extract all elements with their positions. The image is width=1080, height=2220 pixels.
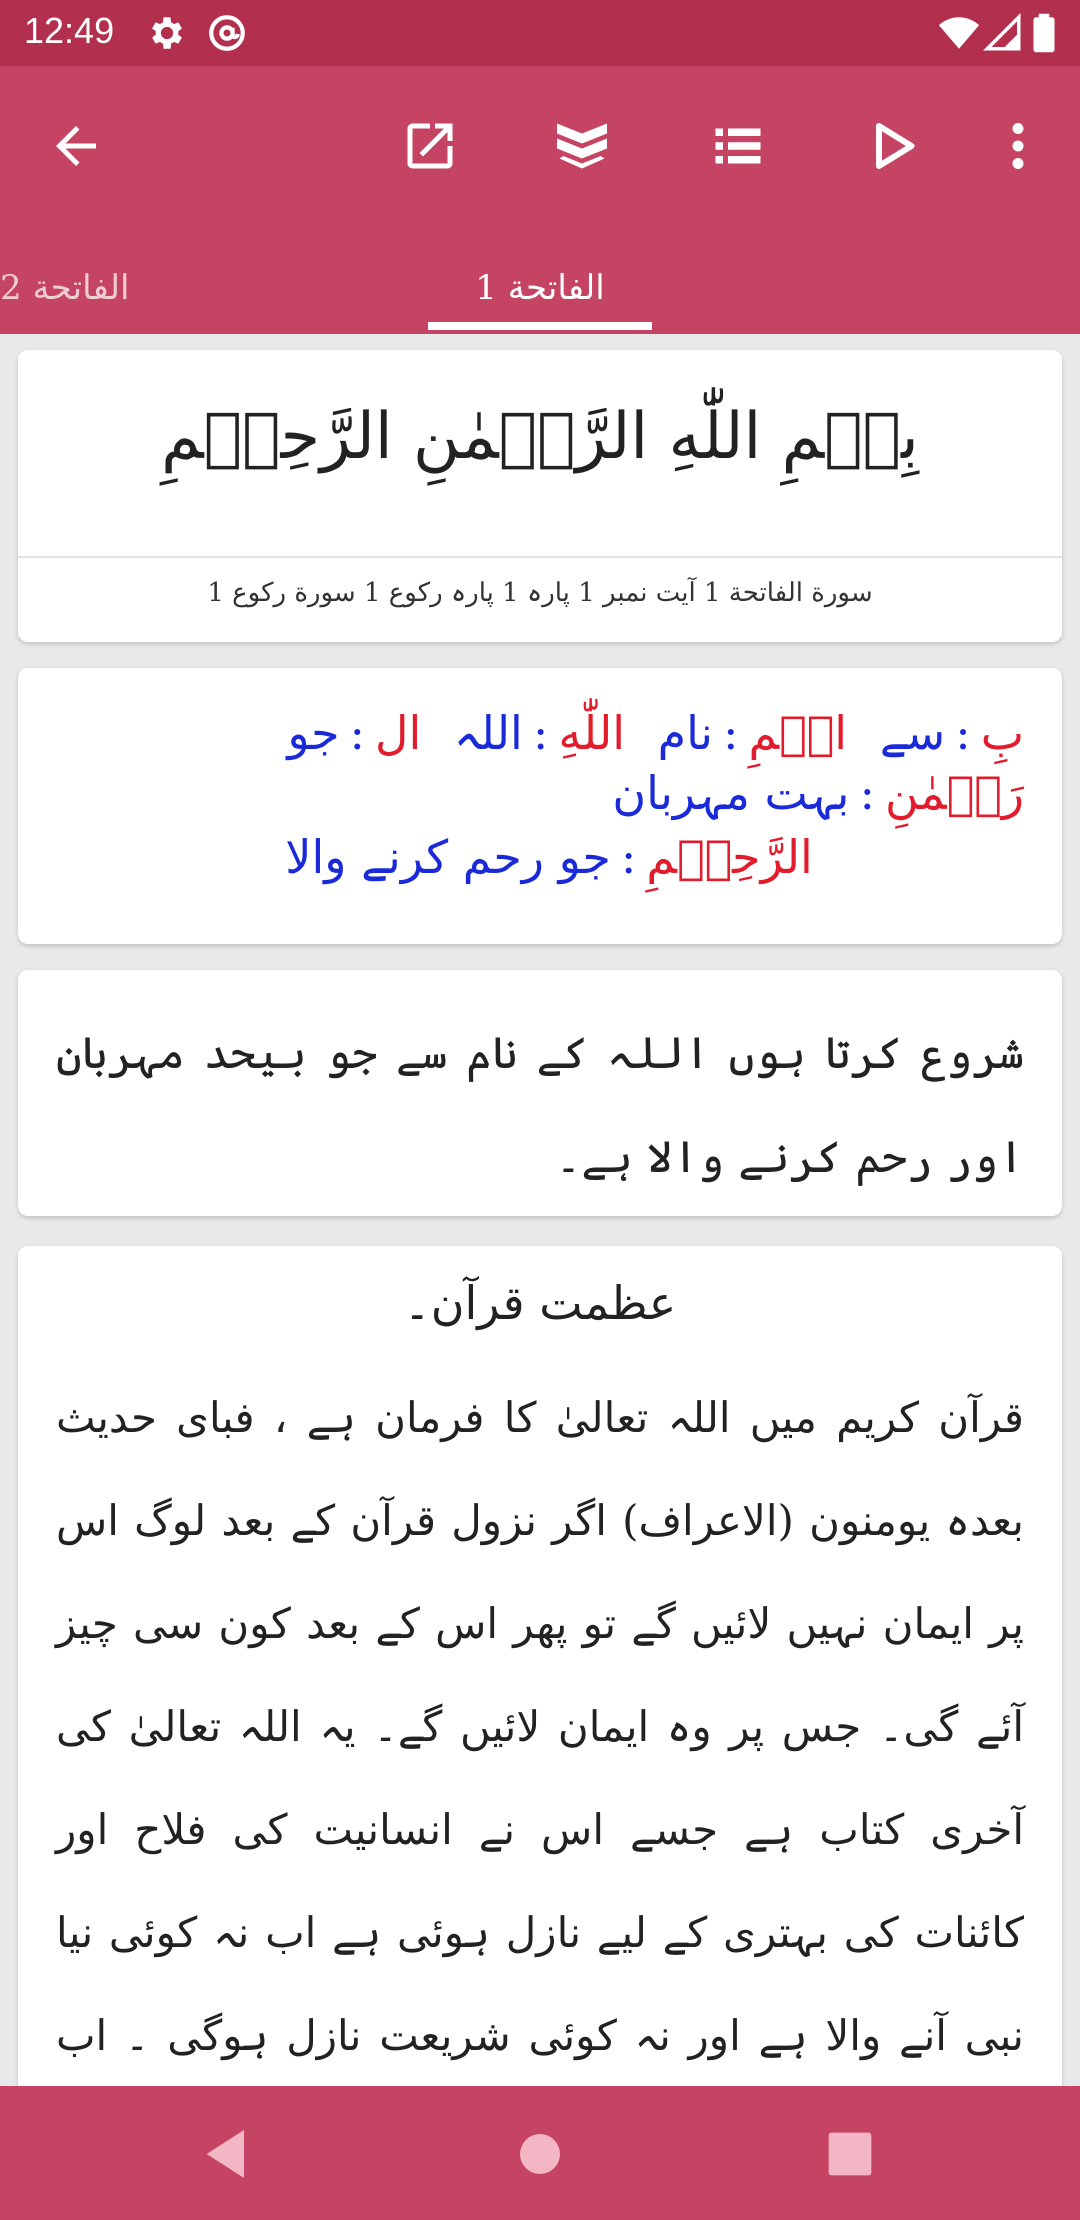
tab-surah-ayah-2[interactable] <box>0 242 140 334</box>
translation-card <box>18 970 1062 1216</box>
quran-button[interactable] <box>544 108 620 184</box>
at-sign-icon <box>206 12 248 54</box>
battery-icon <box>1030 12 1058 54</box>
tafseer-heading: عظمت قرآن۔ <box>403 1276 677 1330</box>
status-bar <box>0 0 1080 66</box>
nav-recents-button[interactable] <box>818 2122 882 2186</box>
more-options-button[interactable] <box>980 108 1056 184</box>
word-pair: اللّٰهِ:اللہ <box>453 706 626 760</box>
system-nav-bar <box>0 2086 1080 2220</box>
word-pair: الرَّحِيۡمِ:جو رحم کرنے والا <box>285 830 813 884</box>
back-arrow-icon <box>46 116 106 176</box>
word-by-word-card <box>18 668 1062 944</box>
app-bar <box>0 66 1080 334</box>
status-time: 12:49 <box>24 10 115 51</box>
tafseer-card <box>18 1246 1062 2126</box>
tab-indicator <box>428 322 652 330</box>
back-button[interactable] <box>38 108 114 184</box>
share-button[interactable] <box>392 108 468 184</box>
quran-book-icon <box>552 116 612 176</box>
list-button[interactable] <box>700 108 776 184</box>
more-vert-icon <box>988 116 1048 176</box>
ayah-arabic-text: بِسۡمِ اللّٰهِ الرَّحۡمٰنِ الرَّحِيۡمِ <box>161 400 919 474</box>
word-pair: اسۡمِ:نام <box>657 706 848 760</box>
play-button[interactable] <box>856 108 932 184</box>
list-icon <box>708 116 768 176</box>
wifi-icon <box>938 12 980 54</box>
word-pair: بِ:سے <box>879 706 1024 760</box>
translation-text: شروع کرتا ہوں اللہ کے نام سے جو بیحد مہربان اور رحم کرنے والا ہے۔ <box>56 1028 1024 1183</box>
word-by-word-line-2 <box>56 828 1024 888</box>
word-pair: رَحۡمٰنِ:بہت مہربان <box>612 765 1024 820</box>
ayah-card <box>18 350 1062 642</box>
nav-back-icon <box>196 2122 260 2186</box>
tafseer-text: قرآن کریم میں اللہ تعالیٰ کا فرمان ہے ، فبای حدیث بعدہ یومنون (الاعراف) اگر نزول قرآن کے بعد لوگ اس پر ایمان نہیں لائیں گے تو پھر اس کے بعد کون سی چیز آئے گی۔ جس پر وہ ایمان لائیں گے۔ یہ اللہ تعالیٰ کی آخری کتاب ہے جسے اس نے انسانیت کی فلاح اور کائنات کی بہتری کے لیے نازل ہوئی ہے اب نہ کوئی نیا نبی آنے والا ہے اور نہ کوئی شریعت نازل ہوگی ۔ اب <box>56 1393 1024 2060</box>
tab-surah-ayah-1[interactable] <box>428 242 652 334</box>
ayah-content[interactable] <box>0 334 1080 2086</box>
word-by-word-line-1 <box>56 704 1024 824</box>
share-open-icon <box>400 116 460 176</box>
nav-back-button[interactable] <box>196 2122 260 2186</box>
gear-icon <box>146 12 188 54</box>
tab-label: الفاتحة 1 <box>475 268 605 308</box>
tab-label: الفاتحة 2 <box>0 268 130 308</box>
cellular-icon <box>982 12 1024 54</box>
word-pair: ال:جو <box>287 706 422 760</box>
divider <box>18 556 1062 558</box>
nav-home-icon <box>508 2122 572 2186</box>
nav-home-button[interactable] <box>508 2122 572 2186</box>
ayah-meta: سورة الفاتحة 1 آیت نمبر 1 پارہ 1 پارہ رکوع 1 سورة رکوع 1 <box>207 578 873 608</box>
nav-recents-icon <box>818 2122 882 2186</box>
play-icon <box>864 116 924 176</box>
